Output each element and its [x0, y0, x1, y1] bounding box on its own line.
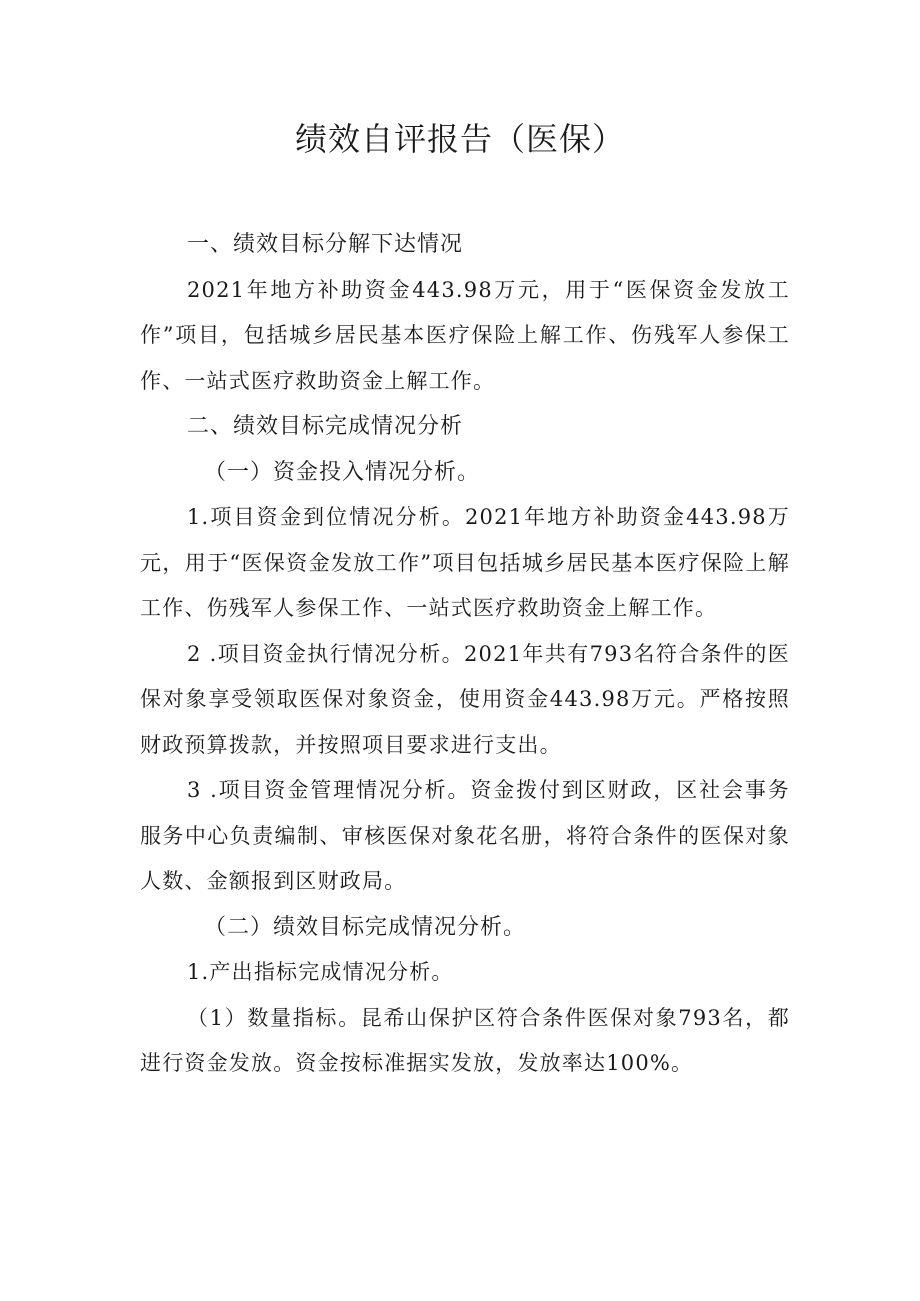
document-title: 绩效自评报告（医保） — [294, 120, 625, 158]
document-body — [140, 222, 790, 1087]
subsection-heading: （一）资金投入情况分析。 — [204, 459, 481, 485]
section-heading: 一、绩效目标分解下达情况 — [187, 232, 464, 257]
paragraph: （1）数量指标。昆希山保护区符合条件医保对象793名，都进行资金发放。资金按标准据实发放，发放率达100%。 — [140, 1005, 790, 1075]
paragraph: 1.项目资金到位情况分析。2021年地方补助资金443.98万元，用于“医保资金发放工作”项目包括城乡居民基本医疗保险上解工作、伤残军人参保工作、一站式医疗救助资金上解工作。 — [140, 505, 790, 620]
paragraph: 2021年地方补助资金443.98万元，用于“医保资金发放工作”项目，包括城乡居民基本医疗保险上解工作、伤残军人参保工作、一站式医疗救助资金上解工作。 — [140, 277, 790, 393]
subsection-heading: （二）绩效目标完成情况分析。 — [204, 914, 527, 940]
section-heading: 二、绩效目标完成情况分析 — [187, 414, 464, 439]
paragraph: 2 .项目资金执行情况分析。2021年共有793名符合条件的医保对象享受领取医保对象资金，使用资金443.98万元。严格按照财政预算拨款，并按照项目要求进行支出。 — [140, 641, 790, 757]
paragraph: 3 .项目资金管理情况分析。资金拨付到区财政，区社会事务服务中心负责编制、审核医保对象花名册，将符合条件的医保对象人数、金额报到区财政局。 — [140, 778, 790, 893]
paragraph: 1.产出指标完成情况分析。 — [187, 960, 454, 984]
